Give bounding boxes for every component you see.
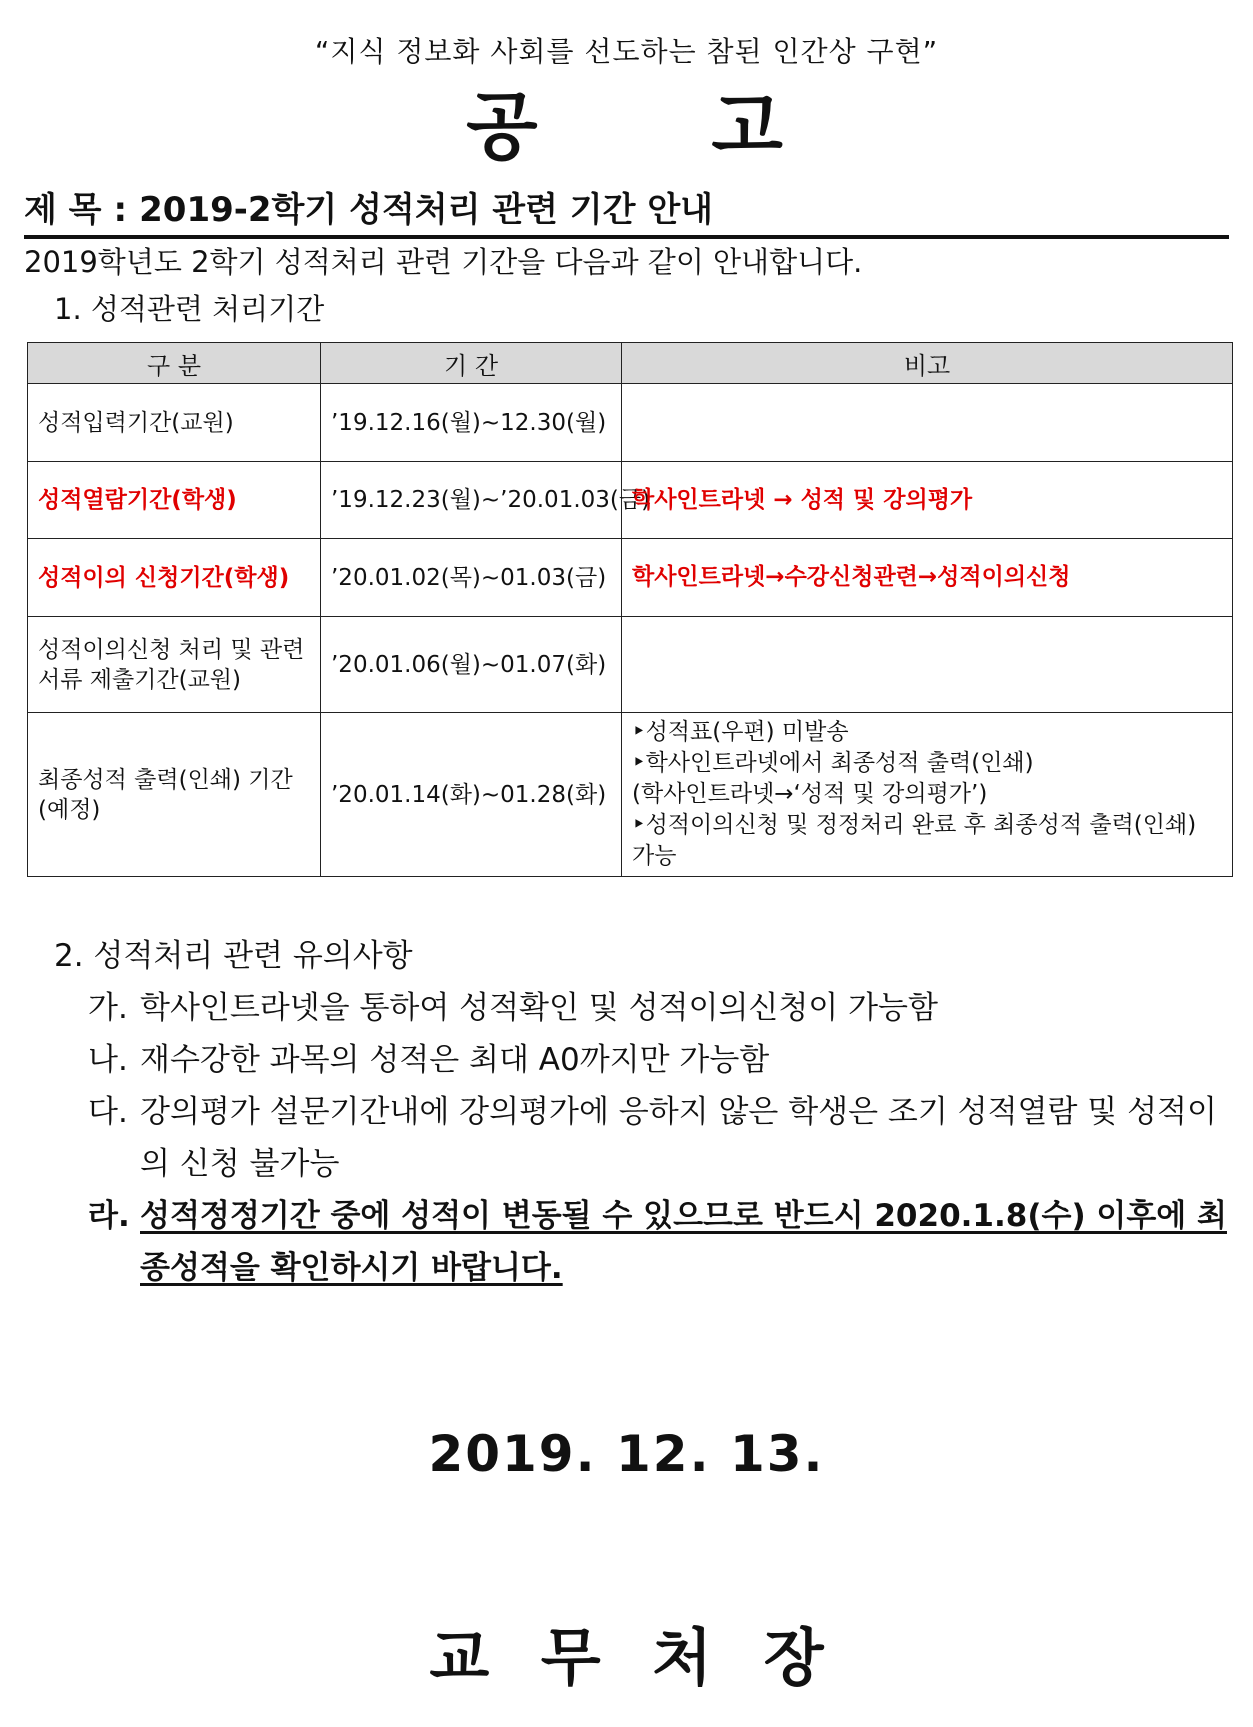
caution-list	[88, 982, 1228, 1294]
row-category: 성적이의 신청기간(학생)	[28, 539, 321, 617]
item-text: 성적정정기간 중에 성적이 변동될 수 있으므로 반드시 2020.1.8(수) 이후에 최종성적을 확인하시기 바랍니다.	[140, 1198, 1227, 1286]
note-line: ‣성적표(우편) 미발송	[632, 719, 849, 745]
item-text: 학사인트라넷을 통하여 성적확인 및 성적이의신청이 가능함	[140, 990, 938, 1026]
subject-label: 제 목	[24, 190, 102, 230]
note-line: (학사인트라넷→‘성적 및 강의평가’)	[632, 781, 988, 807]
note-line: 학사인트라넷 → 성적 및 강의평가	[632, 486, 973, 513]
item-text: 재수강한 과목의 성적은 최대 A0까지만 가능함	[140, 1042, 770, 1078]
row-notes	[622, 462, 1233, 539]
table-row	[28, 462, 1233, 539]
notice-date: 2019. 12. 13.	[428, 1425, 825, 1483]
list-item	[88, 982, 1228, 1034]
row-notes	[622, 539, 1233, 617]
header-period: 기 간	[321, 343, 622, 384]
subject-colon: :	[113, 190, 128, 230]
issuer-signature: 교 무 처 장	[429, 1621, 824, 1694]
table-row	[28, 384, 1233, 462]
motto: “지식 정보화 사회를 선도하는 참된 인간상 구현”	[314, 35, 939, 68]
document-title: 공 고	[466, 84, 787, 170]
table-row	[28, 617, 1233, 713]
section2-heading: 2. 성적처리 관련 유의사항	[54, 938, 413, 974]
row-category: 성적이의신청 처리 및 관련서류 제출기간(교원)	[28, 617, 321, 713]
item-marker: 라.	[88, 1198, 130, 1234]
table-row	[28, 539, 1233, 617]
schedule-table	[27, 342, 1233, 877]
row-category: 성적열람기간(학생)	[28, 462, 321, 539]
item-text: 강의평가 설문기간내에 강의평가에 응하지 않은 학생은 조기 성적열람 및 성적이의 신청 불가능	[140, 1094, 1217, 1182]
row-period: ’19.12.23(월)~’20.01.03(금)	[321, 462, 622, 539]
table-row	[28, 713, 1233, 877]
item-marker: 가.	[88, 990, 128, 1026]
item-marker: 다.	[88, 1094, 128, 1130]
table-header-row	[28, 343, 1233, 384]
row-period: ’20.01.02(목)~01.03(금)	[321, 539, 622, 617]
list-item	[88, 1034, 1228, 1086]
note-line: ‣학사인트라넷에서 최종성적 출력(인쇄)	[632, 750, 1034, 776]
subject-text: 2019-2학기 성적처리 관련 기간 안내	[139, 190, 714, 230]
row-category: 성적입력기간(교원)	[28, 384, 321, 462]
row-notes	[622, 617, 1233, 713]
header-notes: 비고	[622, 343, 1233, 384]
section1-heading: 1. 성적관련 처리기간	[54, 292, 325, 326]
row-category: 최종성적 출력(인쇄) 기간(예정)	[28, 713, 321, 877]
list-item-emphasis	[88, 1190, 1228, 1294]
row-period: ’20.01.14(화)~01.28(화)	[321, 713, 622, 877]
note-line: 학사인트라넷→수강신청관련→성적이의신청	[632, 564, 1071, 590]
row-notes	[622, 713, 1233, 877]
row-notes	[622, 384, 1233, 462]
intro-text: 2019학년도 2학기 성적처리 관련 기간을 다음과 같이 안내합니다.	[24, 245, 863, 279]
list-item	[88, 1086, 1228, 1190]
header-category: 구 분	[28, 343, 321, 384]
row-period: ’20.01.06(월)~01.07(화)	[321, 617, 622, 713]
subject-line	[24, 182, 1229, 239]
note-line: ‣성적이의신청 및 정정처리 완료 후 최종성적 출력(인쇄) 가능	[632, 812, 1197, 869]
item-marker: 나.	[88, 1042, 128, 1078]
row-period: ’19.12.16(월)~12.30(월)	[321, 384, 622, 462]
